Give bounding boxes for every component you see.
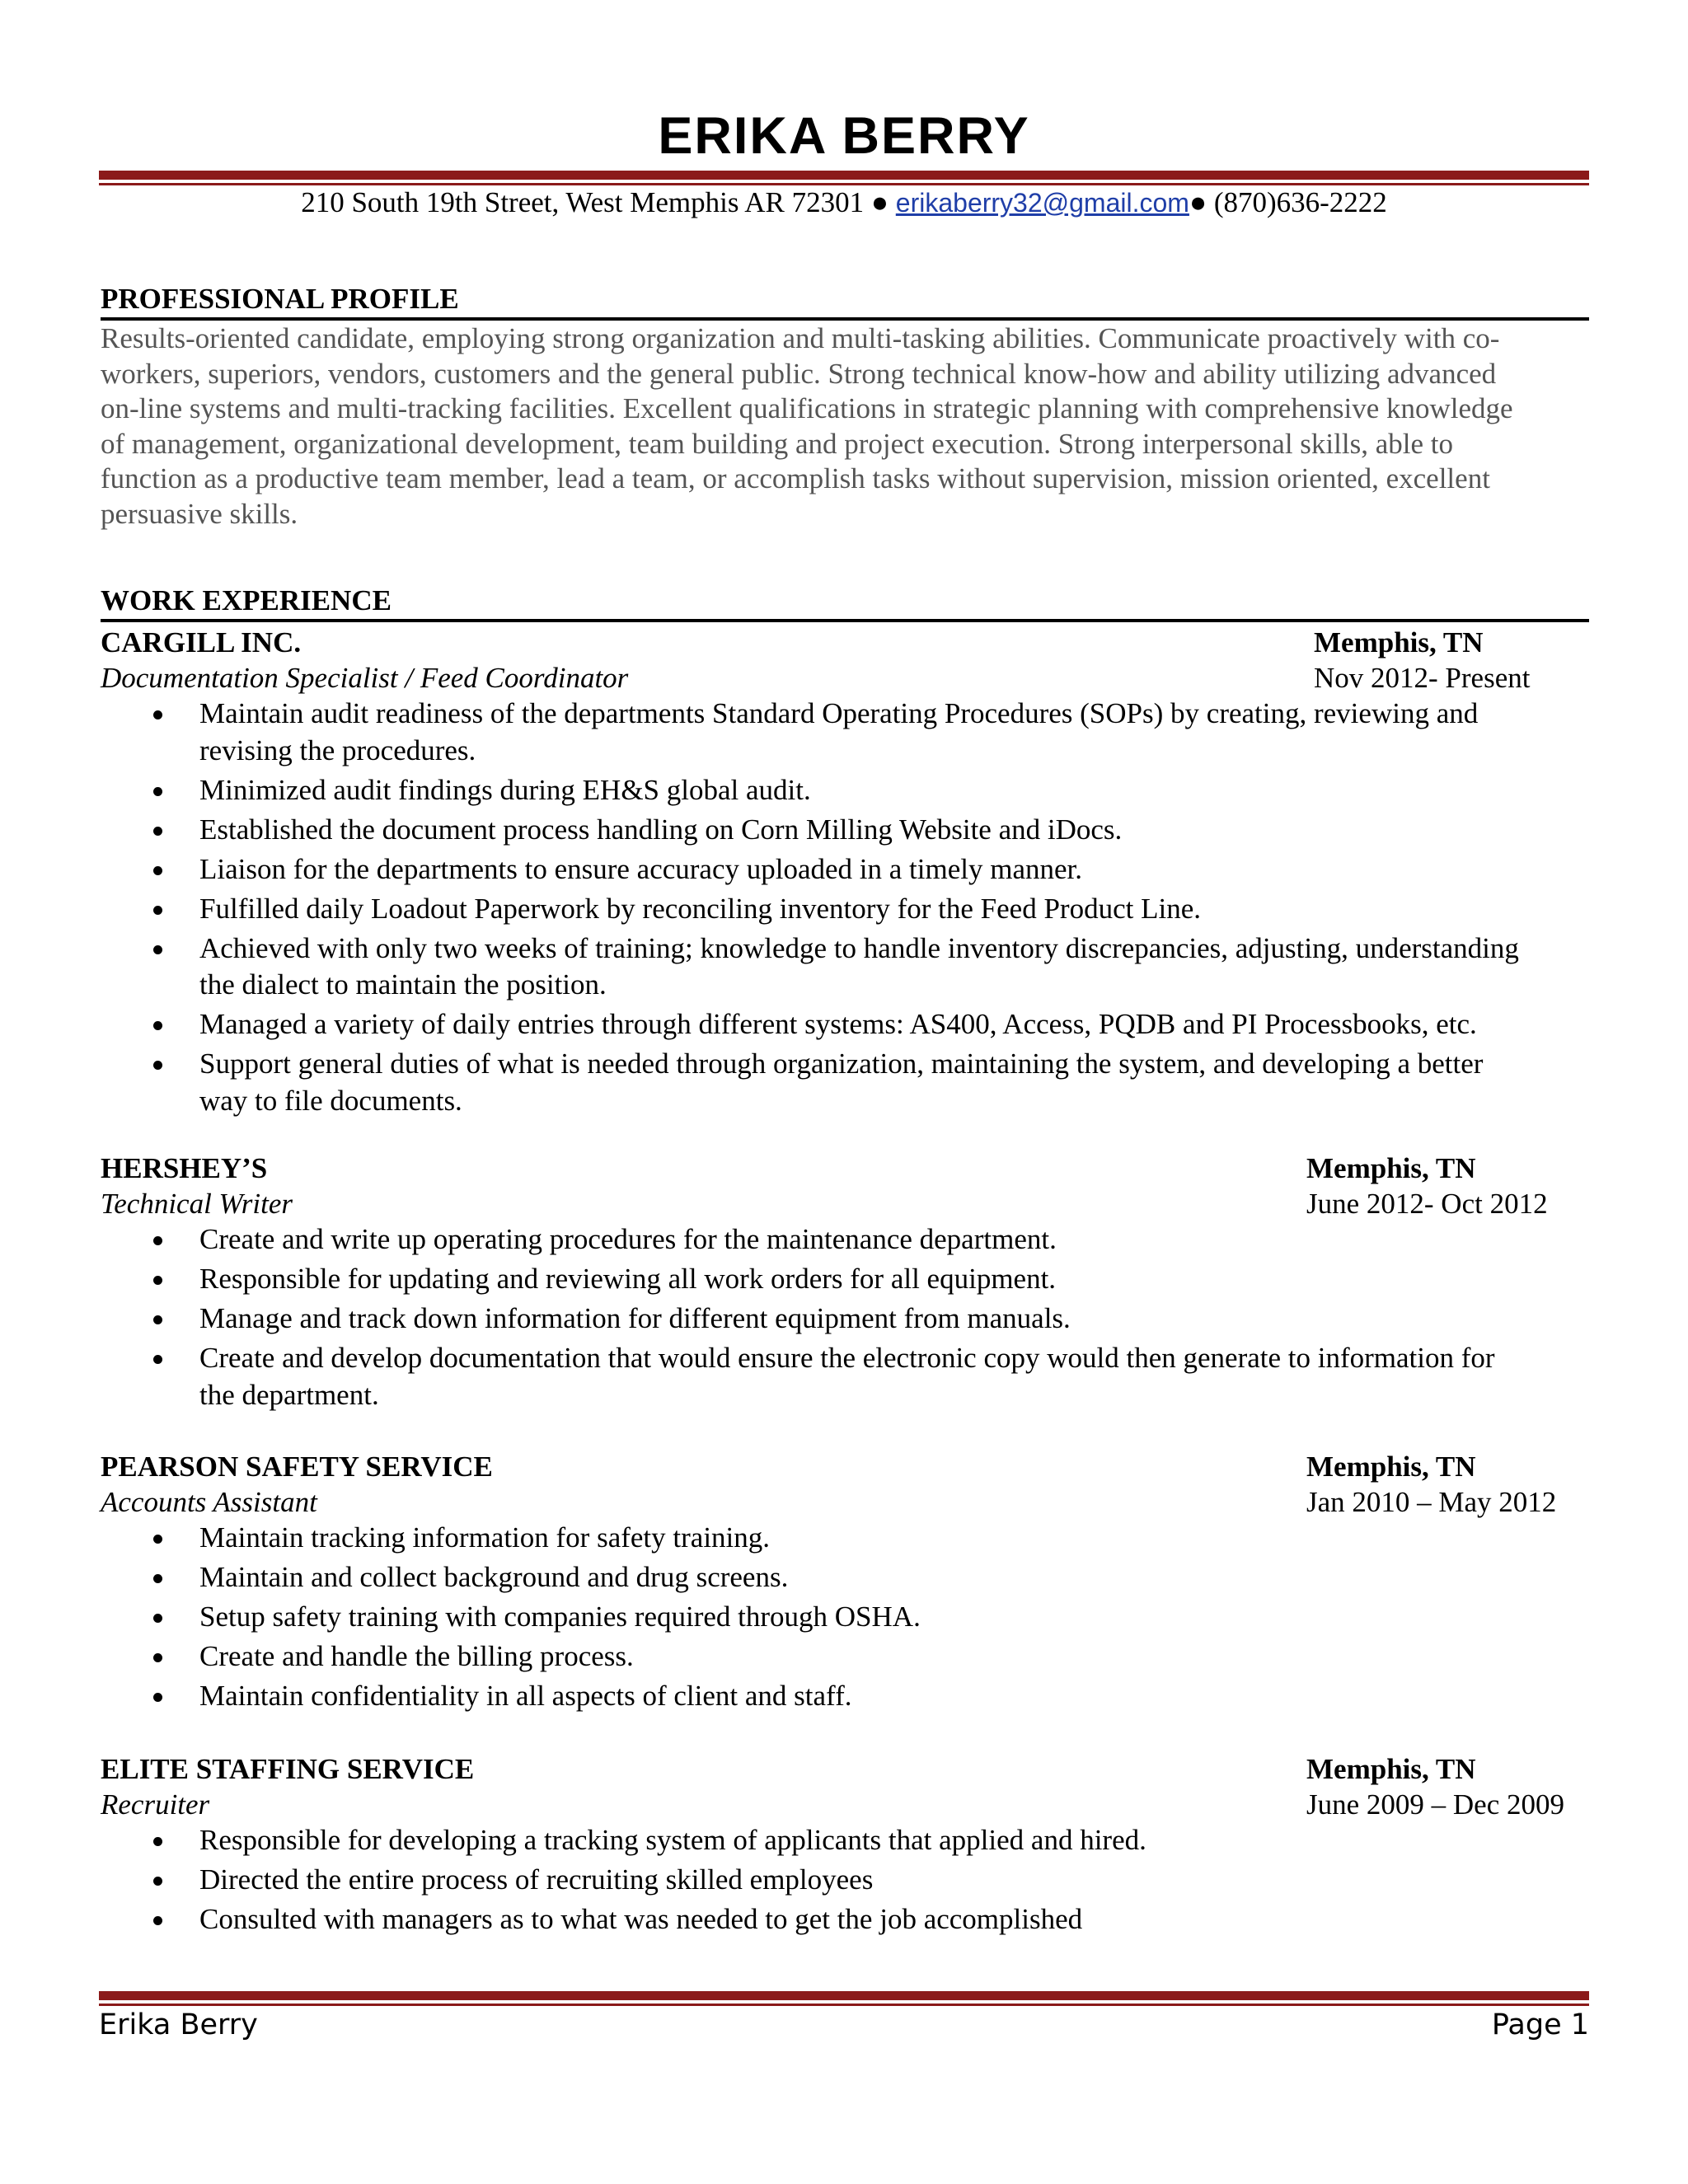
phone-text: ● (870)636-2222 — [1189, 186, 1387, 218]
job-bullets — [101, 1520, 1589, 1715]
job-entry — [101, 1449, 1589, 1718]
job-location: Memphis, TN — [1306, 1451, 1476, 1483]
bullet-item: Responsible for updating and reviewing all work orders for all equipment. — [101, 1261, 1589, 1298]
bullet-icon — [153, 866, 162, 875]
profile-line: of management, organizational development, team building and project execution. Strong interpersonal skills, able to — [101, 427, 1453, 460]
job-title: Documentation Specialist / Feed Coordinator — [101, 662, 629, 694]
bullet-icon — [153, 1837, 162, 1846]
bullet-item: Manage and track down information for different equipment from manuals. — [101, 1301, 1589, 1338]
bullet-item: Minimized audit findings during EH&S global audit. — [101, 772, 1589, 809]
job-title: Accounts Assistant — [101, 1486, 317, 1518]
bullet-item: Fulfilled daily Loadout Paperwork by reconciling inventory for the Feed Product Line. — [101, 891, 1589, 928]
bullet-icon — [153, 827, 162, 836]
job-bullets — [101, 1822, 1589, 1938]
bullet-icon — [153, 1021, 162, 1030]
profile-line: function as a productive team member, lead a team, or accomplish tasks without supervision, mission oriented, excellent — [101, 462, 1490, 494]
job-dates: Nov 2012- Present — [1314, 662, 1531, 694]
job-dates: June 2012- Oct 2012 — [1306, 1188, 1548, 1220]
job-location: Memphis, TN — [1306, 1152, 1476, 1184]
bullet-item: Support general duties of what is needed through organization, maintaining the system, and developing a better way to file documents. — [101, 1046, 1589, 1119]
page-number: Page 1 — [1491, 2008, 1589, 2041]
job-title: Technical Writer — [101, 1188, 293, 1220]
footer-name: Erika Berry — [99, 2008, 258, 2041]
bullet-icon — [153, 1693, 162, 1702]
profile-line: on-line systems and multi-tracking facilities. Excellent qualifications in strategic planning with comprehensive knowledge — [101, 392, 1513, 424]
bullet-item: Maintain audit readiness of the departments Standard Operating Procedures (SOPs) by creating, reviewing and revising the procedures. — [101, 696, 1589, 769]
bullet-item: Directed the entire process of recruiting skilled employees — [101, 1862, 1589, 1899]
profile-heading: PROFESSIONAL PROFILE — [101, 281, 1589, 321]
bullet-icon — [153, 1574, 162, 1583]
profile-text — [101, 321, 1589, 532]
candidate-name: ERIKA BERRY — [658, 107, 1030, 165]
address-text: 210 South 19th Street, West Memphis AR 72301 ● — [301, 186, 896, 218]
bullet-item: Maintain tracking information for safety training. — [101, 1520, 1589, 1557]
bullet-icon — [153, 1236, 162, 1245]
bullet-item: Create and develop documentation that would ensure the electronic copy would then generate to information for the department. — [101, 1340, 1589, 1413]
contact-line — [99, 183, 1589, 223]
company-name: PEARSON SAFETY SERVICE — [101, 1451, 493, 1483]
bullet-icon — [153, 1315, 162, 1324]
bullet-icon — [153, 710, 162, 719]
bullet-item: Setup safety training with companies required through OSHA. — [101, 1599, 1589, 1636]
company-name: ELITE STAFFING SERVICE — [101, 1753, 475, 1785]
bullet-item: Create and handle the billing process. — [101, 1638, 1589, 1675]
bullet-icon — [153, 787, 162, 796]
job-bullets — [101, 1221, 1589, 1413]
job-location: Memphis, TN — [1314, 626, 1484, 658]
profile-line: workers, superiors, vendors, customers and the general public. Strong technical know-how and ability utilizing advanced — [101, 357, 1497, 390]
bullet-item: Established the document process handling on Corn Milling Website and iDocs. — [101, 812, 1589, 849]
job-dates: Jan 2010 – May 2012 — [1306, 1486, 1557, 1518]
bullet-icon — [153, 1061, 162, 1070]
bullet-item: Liaison for the departments to ensure accuracy uploaded in a timely manner. — [101, 851, 1589, 888]
bullet-icon — [153, 1276, 162, 1285]
bullet-icon — [153, 1355, 162, 1364]
profile-line: Results-oriented candidate, employing strong organization and multi-tasking abilities. Communicate proactively with co- — [101, 322, 1500, 354]
bullet-icon — [153, 1877, 162, 1886]
company-name: CARGILL INC. — [101, 626, 302, 658]
bullet-item: Responsible for developing a tracking system of applicants that applied and hired. — [101, 1822, 1589, 1859]
job-bullets — [101, 696, 1589, 1119]
company-name: HERSHEY’S — [101, 1152, 268, 1184]
bullet-icon — [153, 945, 162, 954]
bullet-icon — [153, 1535, 162, 1544]
bullet-item: Consulted with managers as to what was needed to get the job accomplished — [101, 1901, 1589, 1938]
job-dates: June 2009 – Dec 2009 — [1306, 1788, 1565, 1821]
experience-heading: WORK EXPERIENCE — [101, 583, 1589, 622]
bullet-item: Achieved with only two weeks of training; knowledge to handle inventory discrepancies, adjusting, understanding the dialect to maintain the position. — [101, 930, 1589, 1004]
bullet-icon — [153, 1653, 162, 1662]
bullet-icon — [153, 1614, 162, 1623]
job-entry — [101, 1751, 1589, 1941]
footer-rule — [99, 1991, 1589, 2006]
bullet-item: Create and write up operating procedures for the maintenance department. — [101, 1221, 1589, 1258]
bullet-icon — [153, 906, 162, 915]
profile-line: persuasive skills. — [101, 497, 298, 530]
bullet-item: Maintain confidentiality in all aspects of client and staff. — [101, 1678, 1589, 1715]
job-title: Recruiter — [101, 1788, 210, 1821]
email-link[interactable]: erikaberry32@gmail.com — [895, 188, 1189, 218]
bullet-item: Managed a variety of daily entries through different systems: AS400, Access, PQDB and PI Processbooks, etc. — [101, 1006, 1589, 1043]
job-entry — [101, 625, 1589, 1122]
job-location: Memphis, TN — [1306, 1753, 1476, 1785]
job-entry — [101, 1151, 1589, 1417]
bullet-item: Maintain and collect background and drug screens. — [101, 1559, 1589, 1596]
bullet-icon — [153, 1916, 162, 1925]
